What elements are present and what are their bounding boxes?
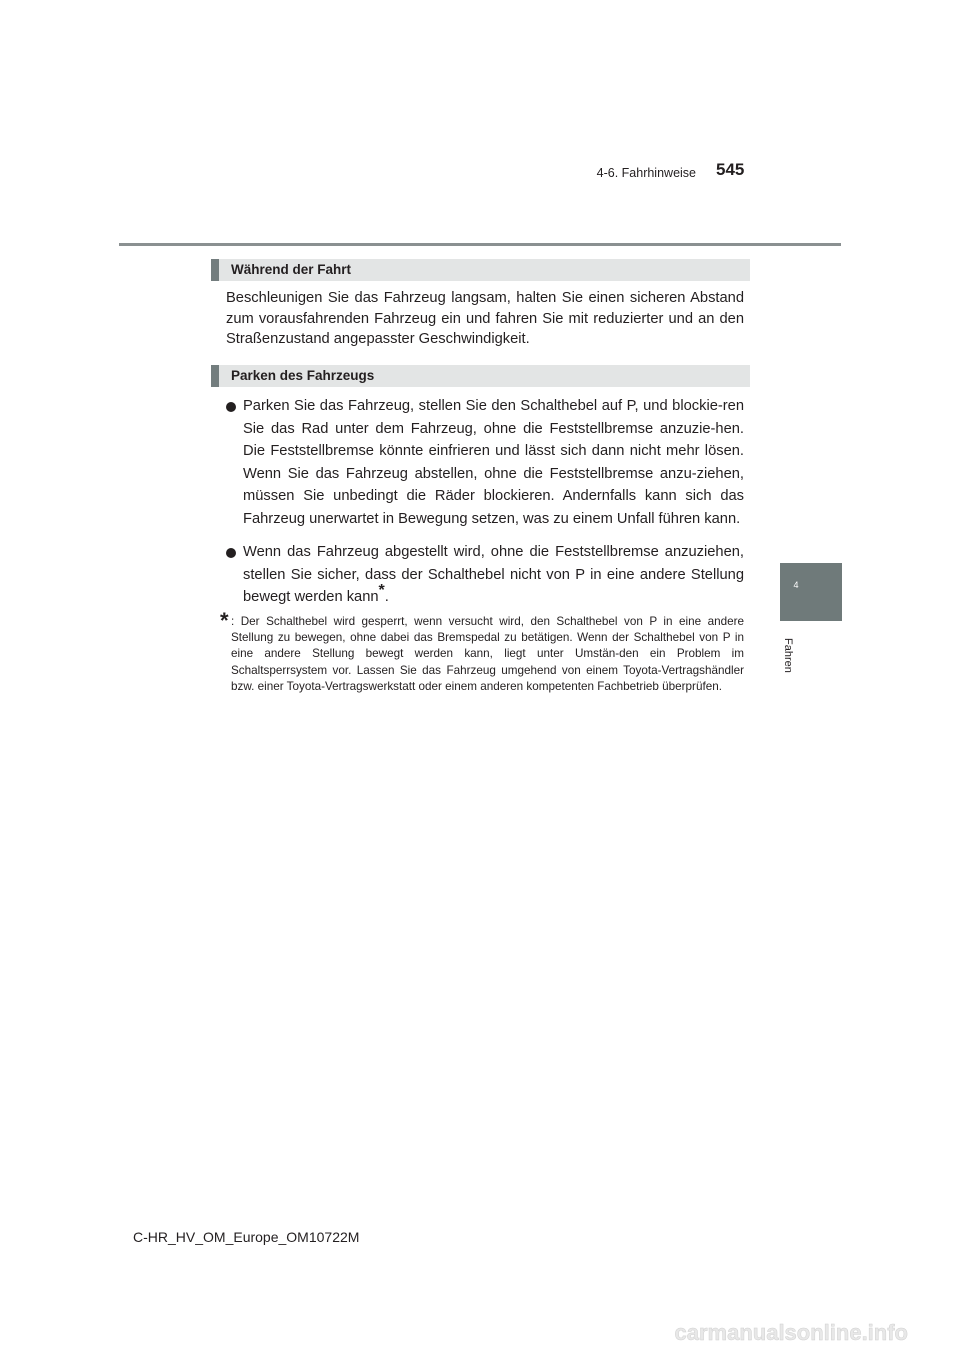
section-heading-bar-driving xyxy=(211,259,750,281)
section-heading-driving: Während der Fahrt xyxy=(231,262,352,277)
chapter-number: 4 xyxy=(793,580,799,590)
bullet-icon xyxy=(226,548,236,558)
bullet-item-shift-lever xyxy=(226,541,744,609)
watermark-logo xyxy=(590,1318,910,1348)
footnote-reference: * xyxy=(378,582,385,599)
section-heading-parking: Parken des Fahrzeugs xyxy=(231,368,375,383)
bullet-icon xyxy=(226,402,236,412)
bullet-text: Parken Sie das Fahrzeug, stellen Sie den Schalthebel auf P, und blockie-ren Sie das Rad unter dem Fahrzeug, ohne die Feststellbremse anzuzie-hen. Die Feststellbremse könnte einfrieren und lässt sich dann nicht mehr lösen. Wenn Sie das Fahrzeug abstellen, ohne die Feststellbremse anzu-ziehen, müssen Sie unbedingt die Räder blockieren. Andernfalls kann sich das Fahrzeug unerwartet in Bewegung setzen, was zu einem Unfall führen kann. xyxy=(243,398,744,527)
running-header-section: 4-6. Fahrhinweise xyxy=(596,166,696,180)
section-heading-bar-parking xyxy=(211,365,750,387)
bullet-text-suffix: . xyxy=(384,589,389,605)
watermark-text: carmanualsonline.info xyxy=(674,1320,908,1345)
watermark-graphic xyxy=(590,1318,910,1348)
header-divider xyxy=(119,243,841,246)
footnote-marker: * xyxy=(220,608,229,633)
chapter-tab xyxy=(780,563,842,621)
footnote-text: : Der Schalthebel wird gesperrt, wenn versucht wird, den Schalthebel von P in eine andere Stellung zu bewegen, ohne dabei das Bremspedal zu betätigen. Wenn der Schalthebel von P in eine andere Stellung bewegt werden kann, liegt unter Umstän-den ein Problem im Schaltsperrsystem vor. Lassen Sie das Fahrzeug umgehend von einem Toyota-Vertragshändler bzw. einer Toyota-Vertragswerkstatt oder einem anderen kompetenten Fachbetrieb überprüfen. xyxy=(231,615,744,693)
bullet-item-parking-wheels xyxy=(226,395,744,530)
chapter-label: Fahren xyxy=(782,638,794,673)
page-number: 545 xyxy=(716,160,745,179)
section-paragraph-driving: Beschleunigen Sie das Fahrzeug langsam, halten Sie einen sicheren Abstand zum vorausfahrenden Fahrzeug ein und fahren Sie mit reduzierter und an den Straßenzustand angepasster Geschwindigkeit. xyxy=(226,290,744,348)
chapter-label-container xyxy=(780,638,810,678)
bullet-text: Wenn das Fahrzeug abgestellt wird, ohne die Feststellbremse anzuziehen, stellen Sie sicher, dass der Schalthebel nicht von P in eine andere Stellung bewegt werden kann xyxy=(243,544,744,605)
bullet-text-container xyxy=(243,541,744,609)
footnote xyxy=(220,608,744,695)
document-id-footer: C-HR_HV_OM_Europe_OM10722M xyxy=(133,1229,360,1245)
